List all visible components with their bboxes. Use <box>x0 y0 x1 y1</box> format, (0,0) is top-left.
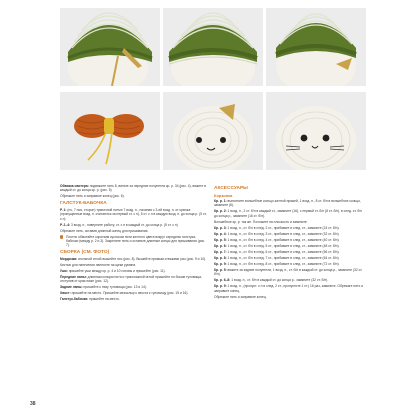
bowtie-row-3: Обрежьте нить, оставив длинный конец для пришивания. <box>60 228 149 233</box>
basket-row-1: Кр. р. 1: выполните волшебное кольцо желтой пряжей, 1 возд. п., 8 ст. б/н в волшебное кольцо, замкните (8). <box>214 199 361 208</box>
assembly-heading: СБОРКА (СМ. ФОТО) <box>60 249 110 255</box>
photo-sweater-step-3 <box>266 8 366 86</box>
basket-subheading: Корзинка <box>214 193 233 198</box>
left-text-column <box>60 184 208 303</box>
bow-tie-image <box>60 92 160 170</box>
basket-row-9: Кр. р. 8: 1 возд. п., ст. б/н в след. 7 ст., прибавьте в след. ст., замкните (64 ст. б/н). <box>214 255 340 260</box>
assembly-row-7: Галстук-бабочка: пришейте на место. <box>60 297 120 302</box>
basket-row-4: Кр. р. 3: 1 возд. п., ст. б/н в след. 2 ст., прибавьте в след. ст., замкните (24 ст. б/н). <box>214 225 340 230</box>
basket-row-3: Волшебное кр. р. так же. Положите на плоскость и замкните. <box>214 219 308 224</box>
bowtie-note: Плотно обмотайте коротким кусочком нити желтого цвета вокруг середины галстука-бабочки (между р. 2 и 3). Закрепите нить и оставьте длинные концы для пришивания (рис. 7). <box>60 235 208 248</box>
cat-head-image <box>266 92 366 170</box>
assembly-row-4: Передние лапы: длинным концом нити и трикотажной иглой пришейте по бокам туловища, отступив от края ниже (рис. 12). <box>60 274 202 284</box>
amigurumi-sweater-image <box>266 8 366 86</box>
bowtie-row-1: Р. 1: (нч, 7 ноя, сторон) тряпичной нитью 7 возд. п., начиная с 3-ей возд. п. от крючка (пропущенные возд. п. считаются за первый ст. с н), 5 ст. с н в каждую возд. п. до конца р. (5 ст. с н) <box>60 207 207 221</box>
basket-row-14: Обрежьте нить и заправьте конец. <box>214 294 267 299</box>
intro-paragraph-1: Обвязка свитера: подвяжите нить 8, виньте за передние полупетли кр. р. 34 (рис. 4), вяжите в каждый ст. до конца кр. р. (рис. 5) <box>60 184 207 193</box>
accessories-heading: АКСЕССУАРЫ <box>214 186 248 191</box>
basket-row-13: Кр. р. 9: 1 возд. п., (пропуст. с н в след. 2 ст., пропустите 1 ст.) 16 раз, замкните. Обрежьте нить и заправьте конец. <box>214 284 364 293</box>
amigurumi-sweater-image <box>60 8 160 86</box>
basket-row-7: Кр. р. 6: 1 возд. п., ст. б/н в след. 5 ст., прибавьте в след. ст., замкните (48 ст. б/н). <box>214 243 340 248</box>
basket-row-12: Кр. р. 6–8: 1 возд. п., ст. б/н в каждый ст. до конца р., замкните (32 ст. б/н). <box>214 278 329 283</box>
assembly-row-1: Мордочка: игольной иглой вышейте нос (рис. 8). Вышейте прямым стежками усы (рис. 9 и 10). <box>60 256 207 261</box>
photo-bow-tie <box>60 92 160 170</box>
assembly-row-6: Хвост: пришейте на место. Пришейте мезоклыр к хвоста к туловищу (рис. 15 и 16). <box>60 291 189 296</box>
page-number: 38 <box>30 401 36 407</box>
amigurumi-sweater-image <box>163 8 263 86</box>
basket-row-8: Кр. р. 7: 1 возд. п., ст. б/н в след. 6 ст., прибавьте в след. ст., замкните (56 ст. б/н). <box>214 249 340 254</box>
photo-sweater-step-1 <box>60 8 160 86</box>
bowtie-row-2: Р. 2–4: 3 возд. п., поверните работу, ст. с н в каждый ст. до конца р. (5 ст. с н) <box>60 222 178 227</box>
basket-row-11: Кр. р. 5: вяжите за задние полупетли, 1 возд. п., ст. б/н в каждый ст. до конца р., замкните (32 ст. б/н). <box>214 267 363 277</box>
basket-row-6: Кр. р. 5: 1 возд. п., ст. б/н в след. 4 ст., прибавьте в след. ст., замкните (40 ст. б/н). <box>214 237 340 242</box>
basket-row-10: Кр. р. 9: 1 возд. п., ст. б/н в след. 8 ст., прибавьте в след. ст., замкните (72 ст. б/н). <box>214 261 340 266</box>
basket-row-2: Кр. р. 2: 1 возд. п., 2 ст. б/н в каждый ст., замкните (16), с первый ст. б/н (8 ст. б/н), в след. ст. б/н до конца р., замкните (16 ст. б/н). <box>214 209 363 218</box>
photo-head-with-ear <box>163 92 263 170</box>
assembly-row-5: Задние лапы: пришейте к низу туловища (рис. 13 и 14). <box>60 285 147 290</box>
photo-sweater-step-2 <box>163 8 263 86</box>
bowtie-heading: ГАЛСТУК-БАБОЧКА <box>60 200 107 206</box>
cat-head-image <box>163 92 263 170</box>
assembly-row-2: Кистью для нанесения нанесите на щеки румяна. <box>60 262 137 267</box>
basket-row-5: Кр. р. 4: 1 возд. п., ст. б/н в след. 3 ст., прибавьте в след. ст., замкните (32 ст. б/н). <box>214 231 340 236</box>
right-text-column <box>214 184 366 301</box>
intro-paragraph-2: Обрежьте нить и заправьте конец (рис. 6). <box>60 194 125 199</box>
note-bullet-icon <box>60 235 63 238</box>
photo-head-with-face <box>266 92 366 170</box>
assembly-row-3: Уши: пришейте уши между кр. р. 4 и 10 головы и пришейте (рис. 11). <box>60 268 166 273</box>
